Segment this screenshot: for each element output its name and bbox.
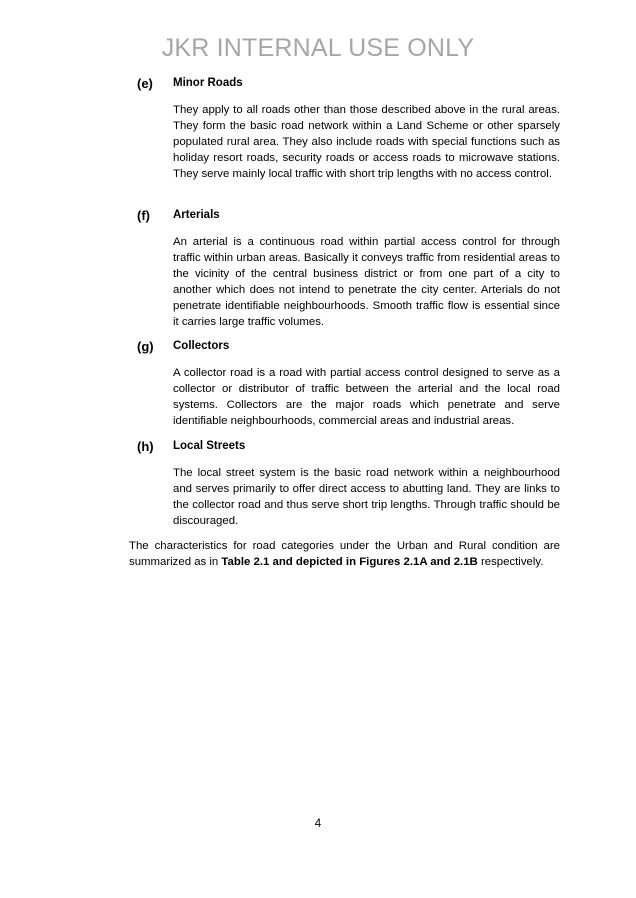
section-label: (e) [137,76,153,91]
closing-paragraph [129,538,560,570]
section-label: (g) [137,339,154,354]
internal-use-watermark: JKR INTERNAL USE ONLY [161,34,475,62]
section-title: Collectors [173,340,230,352]
section-title: Minor Roads [173,77,243,89]
section-body: An arterial is a continuous road within partial access control for through traffic within urban areas. Basically it conveys traffic from residential areas to the vicinity of the central business district or from one part of a city to another which does not intend to penetrate the city center. Arterials do not penetrate identifiable neighbourhoods. Smooth traffic flow is essential since it carries large traffic volumes. [173,236,560,328]
closing-text-after: respectively. [477,556,544,568]
page-number: 4 [314,818,322,830]
section-title: Arterials [173,209,220,221]
section-body: They apply to all roads other than those described above in the rural areas. They form the basic road network within a Land Scheme or other sparsely populated rural area. They also include roads with special functions such as holiday resort roads, security roads or access roads to microwave stations. They serve mainly local traffic with short trip lengths with no access control. [173,104,560,180]
section-label: (f) [137,208,150,223]
section-body: The local street system is the basic road network within a neighbourhood and serves primarily to offer direct access to abutting land. They are links to the collector road and thus serve short trip lengths. Through traffic should be discouraged. [173,467,560,527]
section-label: (h) [137,439,154,454]
closing-text-before: The characteristics for road categories under the Urban and Rural condition are summarized as in [129,540,560,568]
section-body: A collector road is a road with partial access control designed to serve as a collector or distributor of traffic between the arterial and the local road systems. Collectors are the major roads which penetrate and serve identifiable neighbourhoods, commercial areas and industrial areas. [173,367,560,427]
closing-bold-reference: Table 2.1 and depicted in Figures 2.1A and 2.1B [221,556,478,568]
section-title: Local Streets [173,440,246,452]
